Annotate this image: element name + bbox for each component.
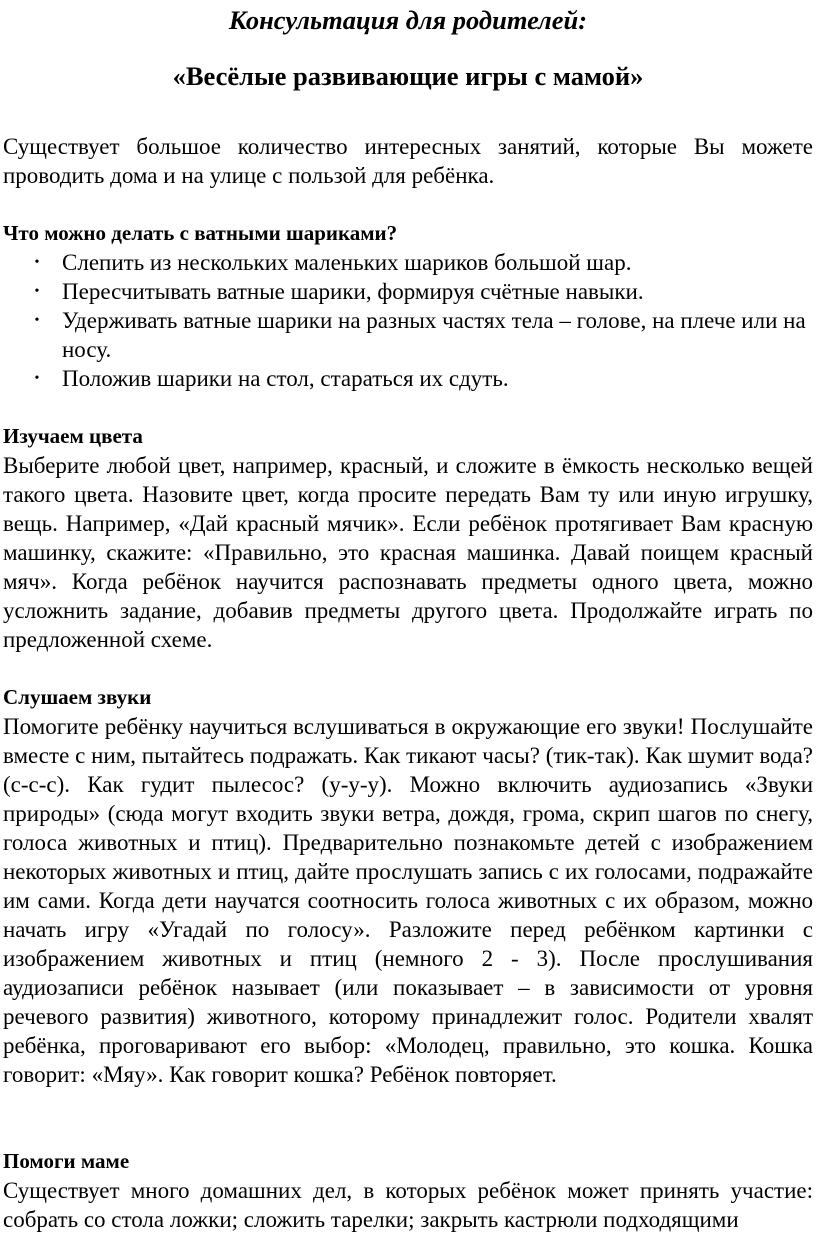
section-paragraph: Помогите ребёнку научиться вслушиваться в окружающие его звуки! Послушайте вместе с ним, пытайтесь подражать. Как тикают часы? (тик-так). Как шумит вода? (с-с-с). Как гудит пылесос? (у-у-у). Можно включить аудиозапись «Звуки природы» (сюда могут входить звуки ветра, дождя, грома, скрип шагов по снегу, голоса животных и птиц). Предварительно познакомьте детей с изображением некоторых животных и птиц, дайте прослушать запись с их голосами, подражайте им сами. Когда дети научатся соотносить голоса животных с их образом, можно начать игру «Угадай по голосу». Разложите перед ребёнком картинки с изображением животных и птиц (немного 2 - 3). После прослушивания аудиозаписи ребёнок называет (или показывает – в зависимости от уровня речевого развития) животного, которому принадлежит голос. Родители хвалят ребёнка, проговаривают его выбор: «Молодец, правильно, это кошка. Кошка говорит: «Мяу». Как говорит кошка? Ребёнок повторяет. bbox=[3, 714, 813, 1087]
section-paragraph: Выберите любой цвет, например, красный, и сложите в ёмкость несколько вещей такого цвета. Назовите цвет, когда просите передать Вам ту или иную игрушку, вещь. Например, «Дай красный мячик». Если ребёнок протягивает Вам красную машинку, скажите: «Правильно, это красная машинка. Давай поищем красный мяч». Когда ребёнок научится распознавать предметы одного цвета, можно усложнить задание, добавив предметы другого цвета. Продолжайте играть по предложенной схеме. bbox=[3, 453, 813, 652]
section-heading: Изучаем цвета bbox=[3, 424, 143, 448]
bullet-list bbox=[3, 248, 813, 393]
list-item-text: Слепить из нескольких маленьких шариков большой шар. bbox=[62, 250, 632, 275]
list-item bbox=[3, 248, 813, 277]
section-paragraph: Существует много домашних дел, в которых ребёнок может принять участие: собрать со стола ложки; сложить тарелки; закрыть кастрюли подходящими bbox=[3, 1178, 813, 1232]
bullet-icon: • bbox=[34, 284, 40, 299]
document-title: Консультация для родителей: bbox=[228, 5, 588, 35]
section-heading: Помоги маме bbox=[3, 1149, 130, 1173]
list-item-text: Удерживать ватные шарики на разных частях тела – голове, на плече или на носу. bbox=[62, 308, 806, 362]
bullet-icon: • bbox=[34, 371, 40, 386]
section-sounds bbox=[3, 683, 813, 1089]
list-item bbox=[3, 364, 813, 393]
document-subtitle: «Весёлые развивающие игры с мамой» bbox=[172, 61, 644, 91]
list-item bbox=[3, 277, 813, 306]
list-item-text: Положив шарики на стол, стараться их сдуть. bbox=[62, 366, 509, 391]
bullet-icon: • bbox=[34, 313, 40, 328]
section-colors bbox=[3, 422, 813, 654]
bullet-icon: • bbox=[34, 255, 40, 270]
section-heading: Что можно делать с ватными шариками? bbox=[3, 221, 398, 245]
section-cotton-balls bbox=[3, 219, 813, 393]
list-item bbox=[3, 306, 813, 364]
section-help-mom bbox=[3, 1147, 813, 1234]
intro-paragraph: Существует большое количество интересных занятий, которые Вы можете проводить дома и на улице с пользой для ребёнка. bbox=[3, 134, 813, 188]
section-heading: Слушаем звуки bbox=[3, 685, 152, 709]
list-item-text: Пересчитывать ватные шарики, формируя счётные навыки. bbox=[62, 279, 644, 304]
